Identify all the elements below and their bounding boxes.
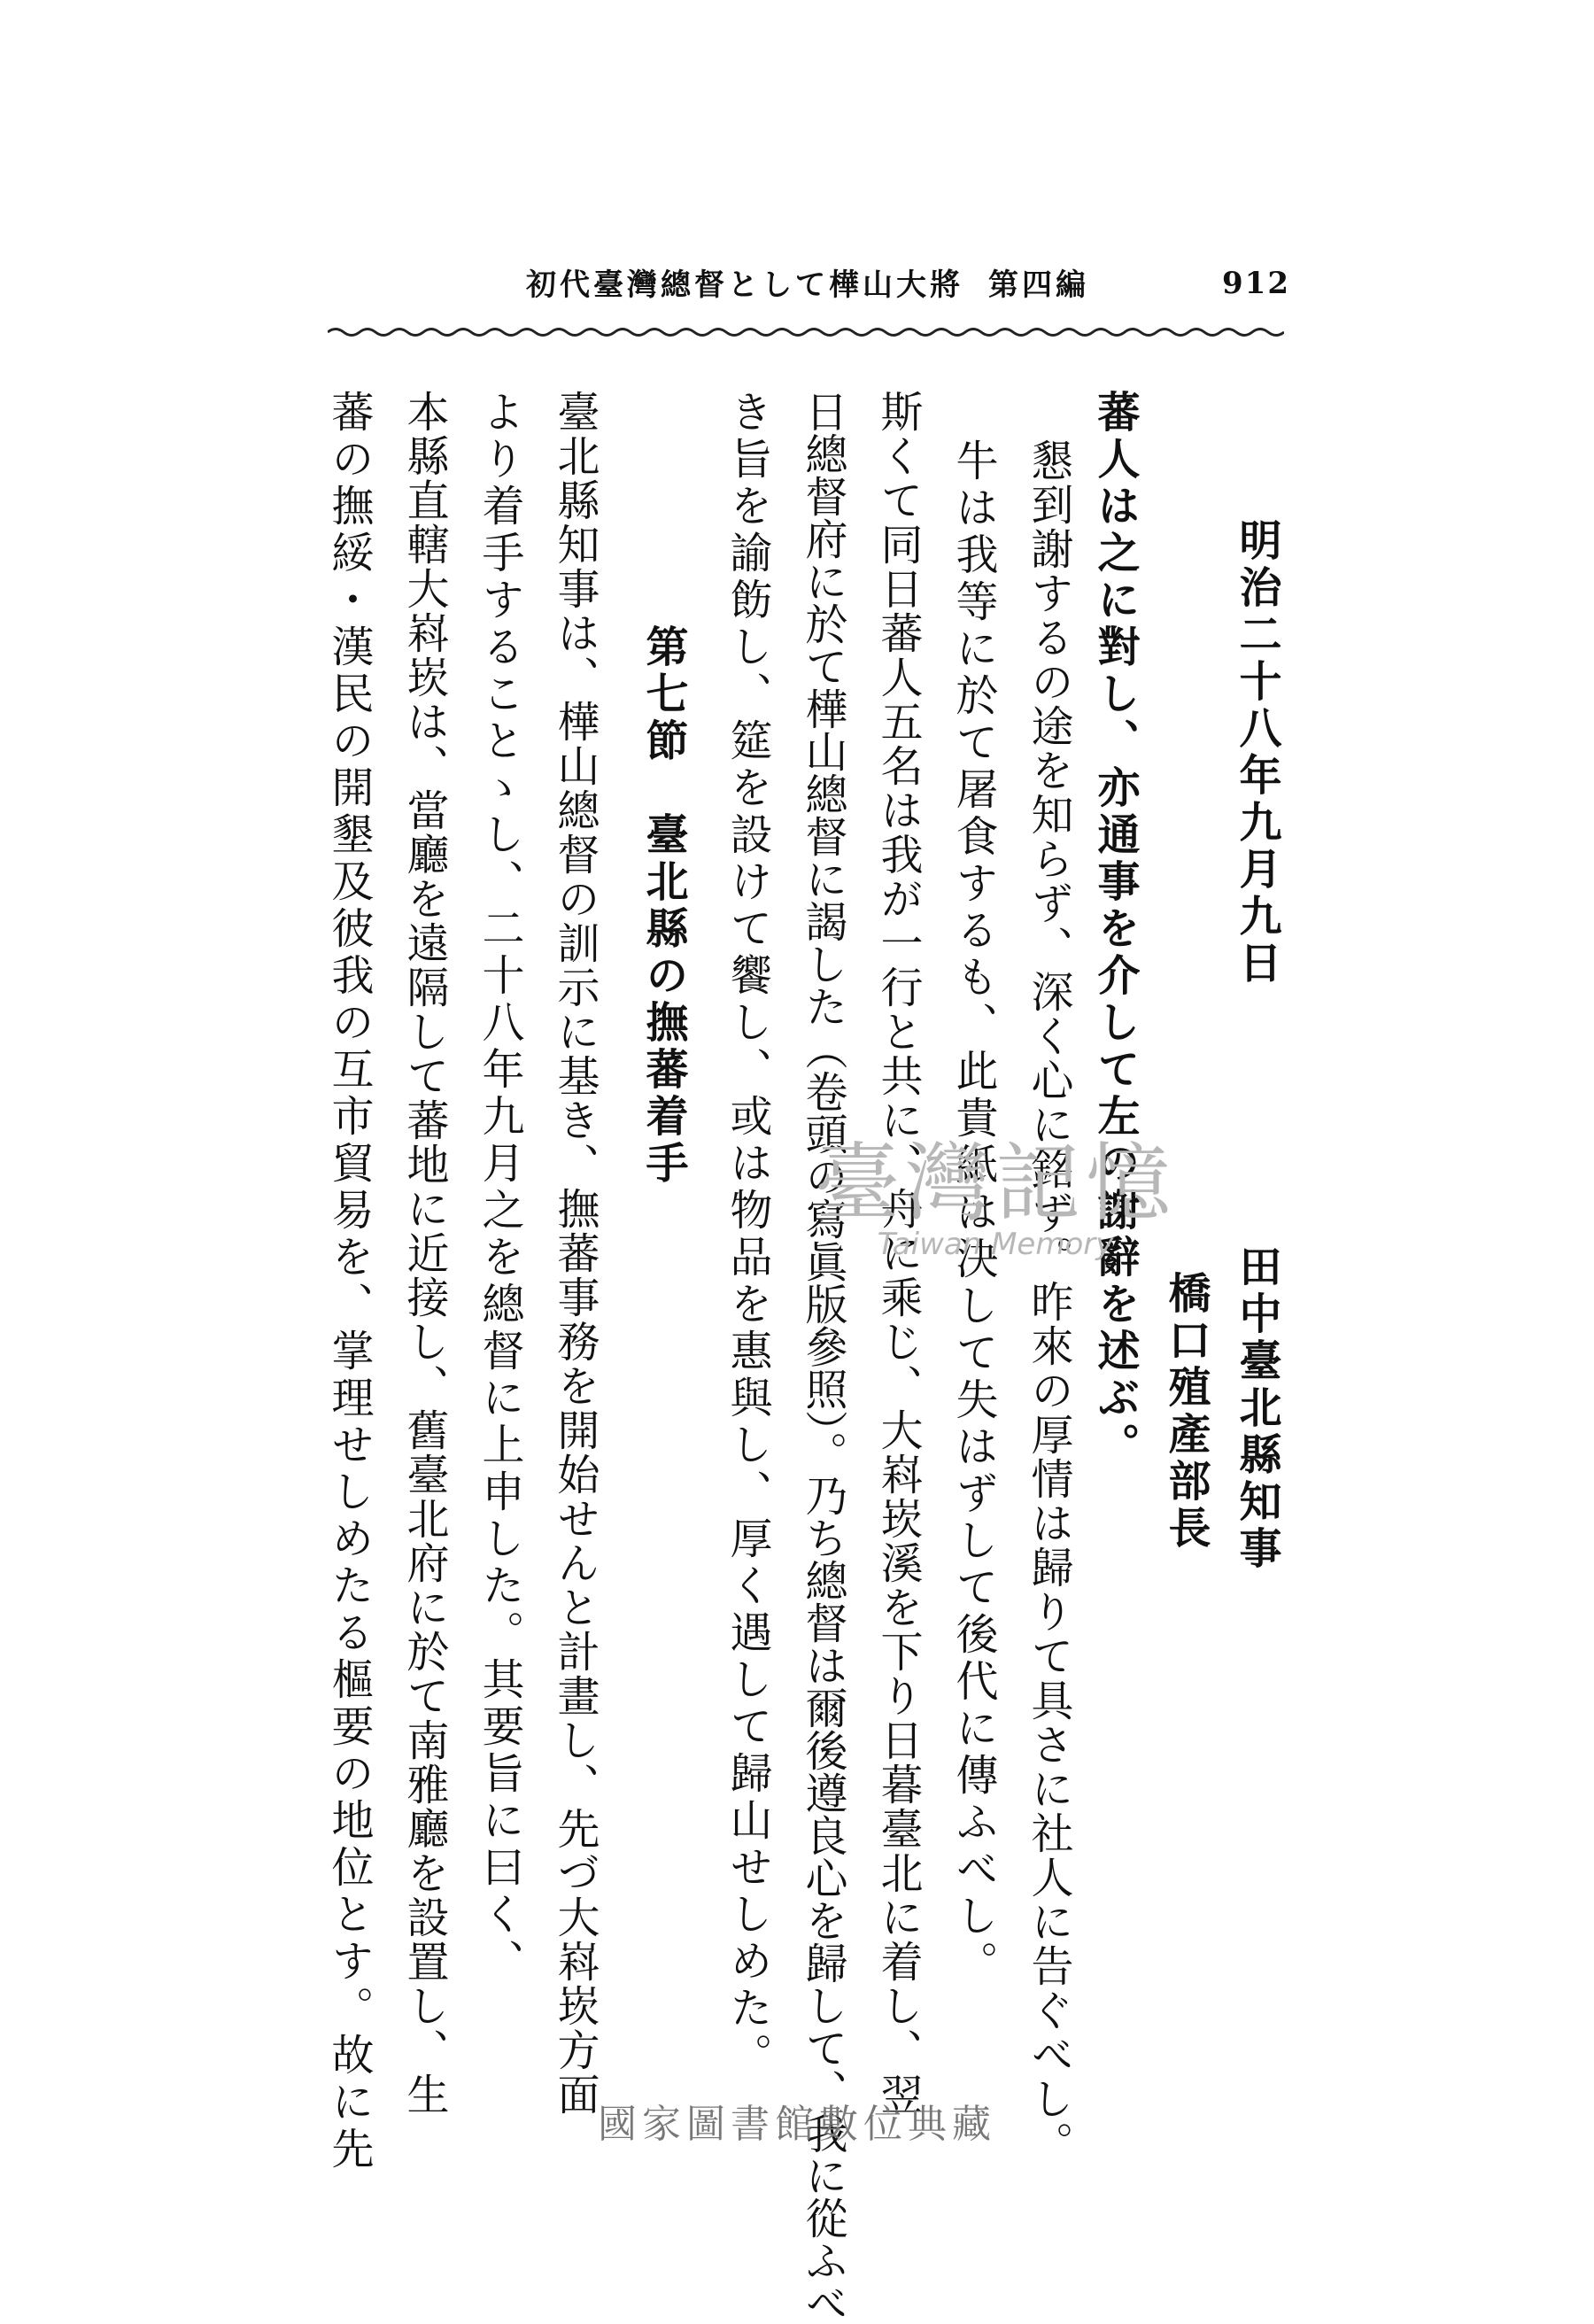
header-title: 初代臺灣總督として樺山大將 — [526, 267, 963, 303]
paragraph-line: 臺北縣知事は、樺山總督の訓示に基き、撫蕃事務を開始せんと計畫し、先づ大嵙崁方面 — [550, 390, 600, 2117]
watermark-english: Taiwan Memory — [877, 1227, 1114, 1262]
taiwan-memory-watermark — [815, 1116, 1176, 1262]
paragraph-line: 懇到謝するの途を知らず、深く心に銘ず。昨來の厚情は歸りて具さに社人に告ぐべし。 — [1024, 438, 1073, 2165]
paragraph-line: 蕃の撫綏・漢民の開墾及彼我の互市貿易を、掌理せしめたる樞要の地位とす。故に先 — [324, 390, 374, 2173]
paragraph-line: より着手することゝし、二十八年九月之を總督に上申した。其要旨に曰く、 — [475, 390, 524, 1986]
paragraph-line: き旨を諭飭し、筵を設けて饗し、或は物品を惠與し、厚く遇して歸山せしめた。 — [723, 390, 772, 2080]
page-number: 912 — [1222, 266, 1290, 301]
header-section-label: 第四編 — [988, 267, 1089, 303]
paragraph-line: 蕃人は之に對し、亦通事を介して左の謝辭を述ぶ。 — [1090, 390, 1140, 1469]
watermark-chinese: 臺灣記憶 — [815, 1134, 1176, 1233]
running-header — [514, 260, 1089, 304]
date-line: 明治二十八年九月九日 — [1232, 518, 1281, 988]
section-heading: 第七節 臺北縣の撫蕃着手 — [638, 624, 688, 1188]
paragraph-line: 牛は我等に於て屠食するも、此貴紙は決して失はずして後代に傳ふべし。 — [948, 438, 998, 1987]
paragraph-line: 本縣直轄大嵙崁は、當廳を遠隔して蕃地に近接し、舊臺北府に於て南雅廳を設置し、生 — [399, 390, 449, 2117]
signer-taipei-governor: 田中臺北縣知事 — [1232, 1244, 1281, 1573]
paragraph-line: 日總督府に於て樺山總督に謁した（卷頭の寫眞版參照）。乃ち總督は爾後遵良心を歸して、我に從ふべ — [798, 390, 847, 2324]
signer-industry-director: 橋口殖產部長 — [1161, 1271, 1211, 1553]
paragraph-line: 斯くて同日蕃人五名は我が一行と共に、舟に乘じ、大嵙崁溪を下り日暮臺北に着し、翌 — [873, 390, 923, 2117]
library-footer: 國家圖書館數位典藏 — [598, 2102, 996, 2147]
header-wavy-rule — [328, 326, 1284, 338]
